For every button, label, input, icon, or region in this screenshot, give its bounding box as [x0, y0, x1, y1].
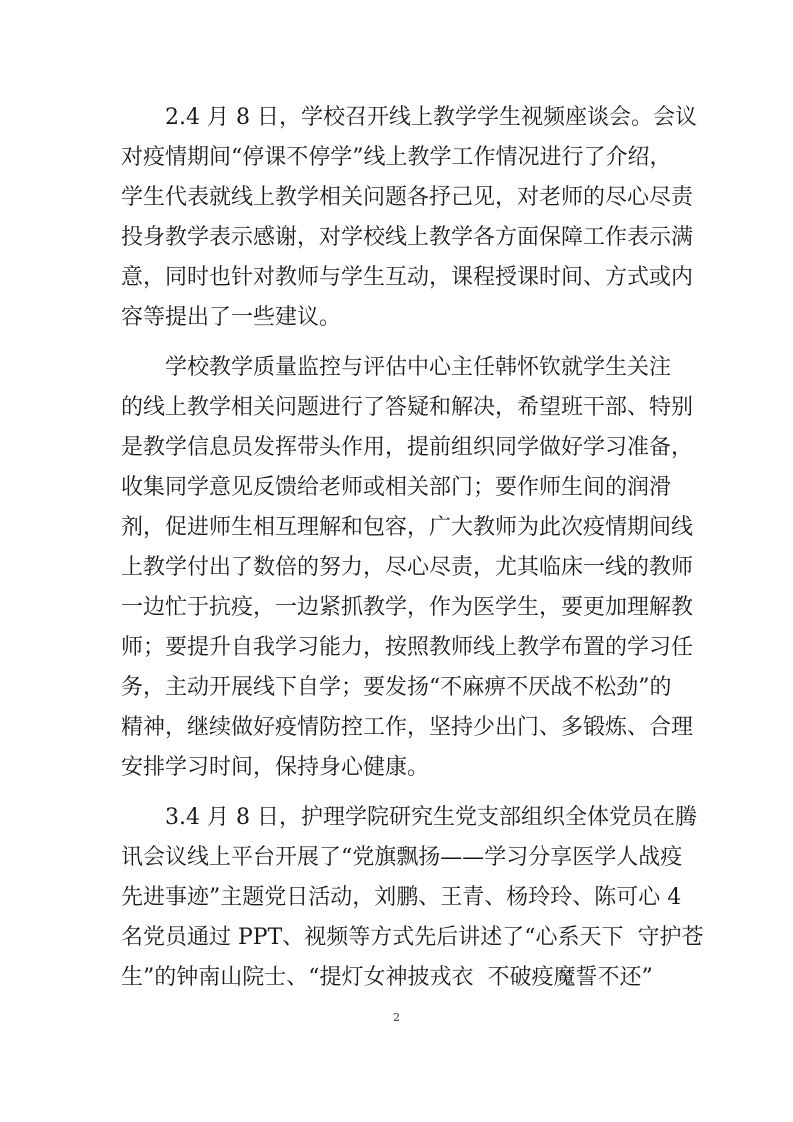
paragraph-2-line-2: 的线上教学相关问题进行了答疑和解决，希望班干部、特别	[121, 395, 694, 420]
paragraph-2-line-3: 是教学信息员发挥带头作用，提前组织同学做好学习准备，	[121, 435, 694, 460]
paragraph-1-line-3: 学生代表就线上教学相关问题各抒己见，对老师的尽心尽责	[121, 185, 694, 210]
paragraph-2-line-5: 剂，促进师生相互理解和包容，广大教师为此次疫情期间线	[121, 515, 694, 540]
paragraph-1-line-2: 对疫情期间“停课不停学”线上教学工作情况进行了介绍，	[121, 145, 672, 170]
paragraph-1-line-1: 2.4 月 8 日，学校召开线上教学学生视频座谈会。会议	[165, 105, 697, 130]
paragraph-2-line-9: 务，主动开展线下自学；要发扬“不麻痹不厌战不松劲”的	[121, 675, 672, 700]
paragraph-3-line-4: 名党员通过 PPT、视频等方式先后讲述了“心系天下 守护苍	[121, 925, 704, 950]
paragraph-2-line-7: 一边忙于抗疫，一边紧抓教学，作为医学生，要更加理解教	[121, 595, 694, 620]
paragraph-2-line-1: 学校教学质量监控与评估中心主任韩怀钦就学生关注	[165, 355, 672, 380]
paragraph-3-line-3: 先进事迹”主题党日活动，刘鹏、王青、杨玲玲、陈可心 4	[121, 885, 682, 910]
paragraph-1-line-6: 容等提出了一些建议。	[121, 305, 342, 330]
paragraph-3-line-1: 3.4 月 8 日，护理学院研究生党支部组织全体党员在腾	[165, 805, 697, 830]
page-number: 2	[393, 1011, 400, 1024]
paragraph-1-line-5: 意，同时也针对教师与学生互动，课程授课时间、方式或内	[121, 265, 694, 290]
paragraph-3-line-2: 讯会议线上平台开展了“党旗飘扬——学习分享医学人战疫	[121, 845, 683, 870]
paragraph-1-line-4: 投身教学表示感谢，对学校线上教学各方面保障工作表示满	[121, 225, 694, 250]
paragraph-2-line-10: 精神，继续做好疫情防控工作，坚持少出门、多锻炼、合理	[121, 715, 694, 740]
paragraph-2-line-4: 收集同学意见反馈给老师或相关部门；要作师生间的润滑	[121, 475, 672, 500]
paragraph-3-line-5: 生”的钟南山院士、“提灯女神披戎衣 不破疫魔誓不还”	[121, 965, 653, 990]
paragraph-2-line-6: 上教学付出了数倍的努力，尽心尽责，尤其临床一线的教师	[121, 555, 694, 580]
paragraph-2-line-8: 师；要提升自我学习能力，按照教师线上教学布置的学习任	[121, 635, 694, 660]
paragraph-2-line-11: 安排学习时间，保持身心健康。	[121, 755, 430, 780]
